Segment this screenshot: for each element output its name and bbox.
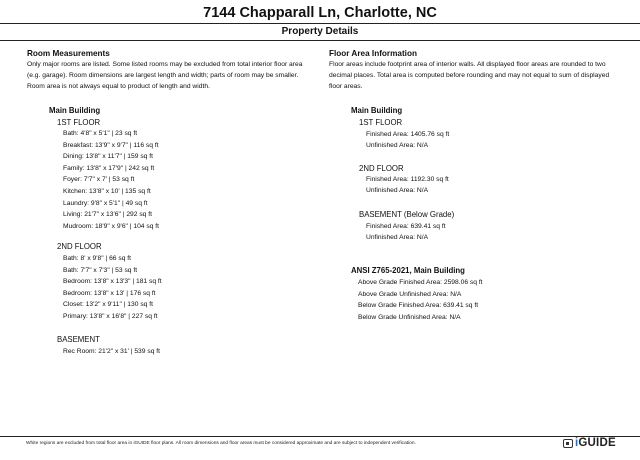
- floor-name: 2ND FLOOR: [57, 242, 102, 251]
- room-entry: Kitchen: 13'8" x 10' | 135 sq ft: [63, 188, 151, 195]
- page-title: 7144 Chapparall Ln, Charlotte, NC: [203, 5, 437, 21]
- finished-area: Finished Area: 1405.76 sq ft: [366, 131, 450, 138]
- floor-name: 2ND FLOOR: [359, 164, 404, 173]
- floor-area-note-line: decimal places. Total area is computed before rounding and may not equal to sum of displayed: [329, 72, 610, 79]
- page-subtitle: Property Details: [281, 26, 359, 37]
- iguide-logo-text: iGUIDE: [575, 437, 616, 449]
- room-entry: Living: 21'7" x 13'6" | 292 sq ft: [63, 211, 152, 219]
- iguide-logo: [563, 437, 616, 449]
- room-entry: Family: 13'8" x 17'9" | 242 sq ft: [63, 164, 155, 172]
- footer-divider: [0, 436, 640, 437]
- room-entry: Mudroom: 18'9" x 9'6" | 104 sq ft: [63, 222, 160, 230]
- finished-area: Finished Area: 1192.30 sq ft: [366, 176, 449, 183]
- floor-name: BASEMENT: [57, 335, 100, 344]
- floor-area-note-line: Floor areas include footprint area of interior walls. All displayed floor areas are rounded to two: [329, 61, 606, 68]
- ansi-heading: ANSI Z765-2021, Main Building: [351, 266, 465, 275]
- subtitle-divider: [0, 40, 640, 41]
- room-entry: Bedroom: 13'8" x 13'3" | 181 sq ft: [63, 278, 162, 286]
- footer-note: White regions are excluded from total floor area in iGUIDE floor plans. All room dimensions and floor areas must be considered approximate and are subject to independent verification.: [26, 441, 416, 446]
- finished-area: Finished Area: 639.41 sq ft: [366, 223, 446, 230]
- room-entry: Breakfast: 13'9" x 9'7" | 116 sq ft: [63, 141, 159, 149]
- floor-area-note-line: floor areas.: [329, 83, 363, 90]
- floor-name: 1ST FLOOR: [57, 118, 101, 127]
- room-entry: Closet: 13'2" x 9'11" | 130 sq ft: [63, 301, 153, 309]
- floor-name: 1ST FLOOR: [359, 118, 403, 127]
- building-name: Main Building: [351, 106, 403, 115]
- room-entry: Bedroom: 13'8" x 13' | 176 sq ft: [63, 289, 156, 297]
- ansi-area-entry: Above Grade Finished Area: 2598.06 sq ft: [358, 279, 483, 286]
- room-measurements-heading: Room Measurements: [27, 49, 110, 58]
- header-divider: [0, 23, 640, 24]
- unfinished-area: Unfinished Area: N/A: [366, 234, 429, 241]
- room-entry: Bath: 7'7" x 7'3" | 53 sq ft: [63, 266, 138, 274]
- room-entry: Laundry: 9'8" x 5'1" | 49 sq ft: [63, 199, 148, 207]
- room-measurements-note-line: (e.g. garage). Room dimensions are largest length and width; parts of room may be smaller.: [27, 72, 299, 79]
- ansi-area-entry: Below Grade Unfinished Area: N/A: [358, 313, 461, 321]
- room-measurements-note-line: Room area is not always equal to product of length and width.: [27, 83, 210, 90]
- unfinished-area: Unfinished Area: N/A: [366, 142, 429, 149]
- unfinished-area: Unfinished Area: N/A: [366, 187, 429, 194]
- iguide-logo-icon: [563, 439, 573, 448]
- floor-name: BASEMENT (Below Grade): [359, 210, 455, 219]
- building-name: Main Building: [49, 106, 101, 115]
- floor-area-heading: Floor Area Information: [329, 49, 417, 58]
- room-entry: Primary: 13'8" x 16'8" | 227 sq ft: [63, 313, 158, 320]
- room-entry: Dining: 13'8" x 11'7" | 159 sq ft: [63, 153, 153, 161]
- ansi-area-entry: Above Grade Unfinished Area: N/A: [358, 290, 462, 298]
- room-measurements-note-line: Only major rooms are listed. Some listed rooms may be excluded from total interior floor area: [27, 61, 303, 68]
- room-entry: Bath: 4'8" x 5'1" | 23 sq ft: [63, 130, 138, 137]
- ansi-area-entry: Below Grade Finished Area: 639.41 sq ft: [358, 302, 479, 309]
- room-entry: Foyer: 7'7" x 7' | 53 sq ft: [63, 176, 135, 184]
- room-entry: Rec Room: 21'2" x 31' | 539 sq ft: [63, 348, 160, 355]
- room-entry: Bath: 8' x 9'8" | 66 sq ft: [63, 255, 132, 262]
